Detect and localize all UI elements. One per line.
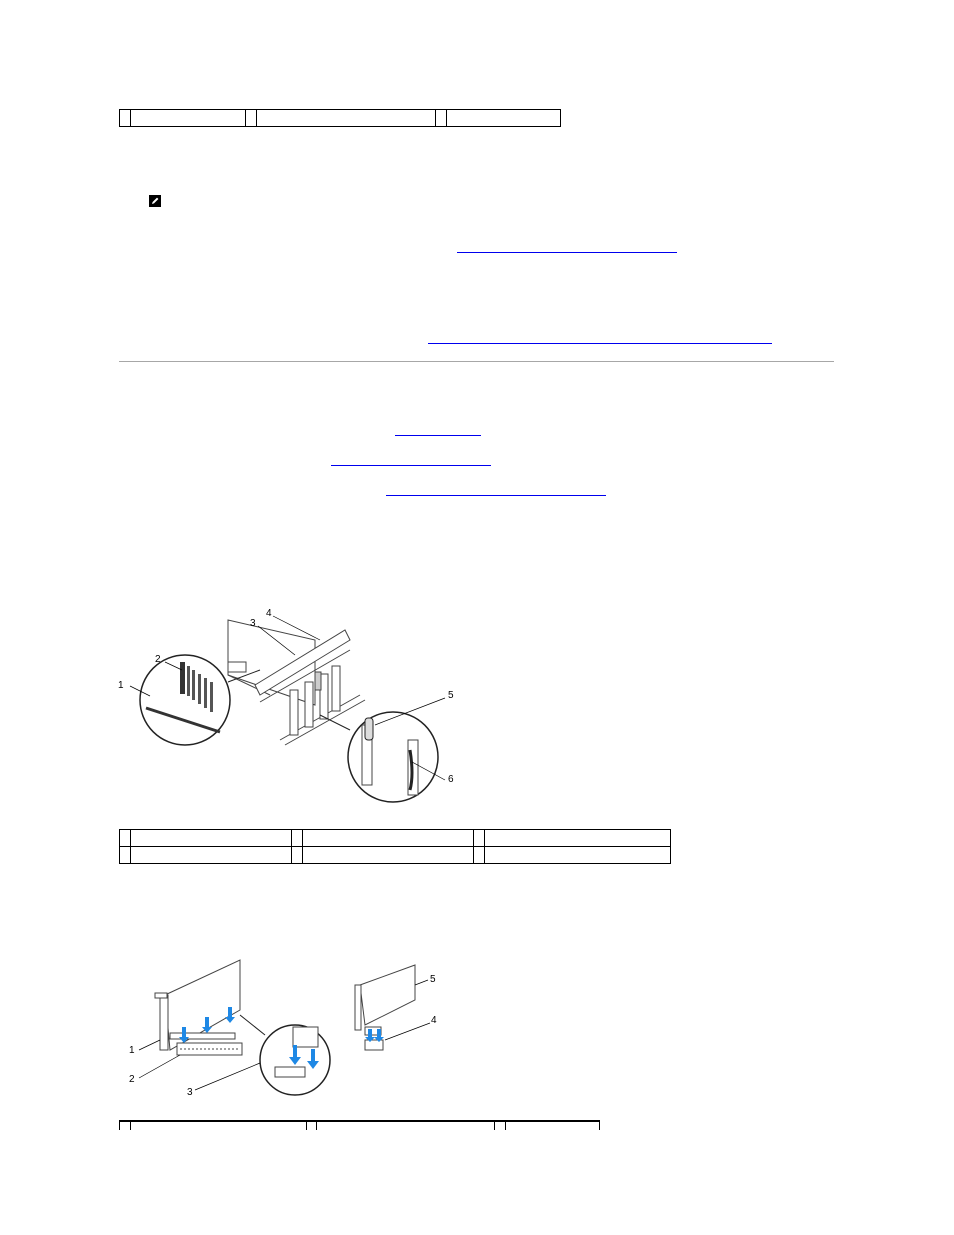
callout-2: 2 — [155, 654, 161, 665]
bottom-legend-divider — [119, 1120, 120, 1130]
callout-4: 4 — [266, 608, 272, 619]
figure1-legend-table — [119, 829, 671, 864]
callout-5: 5 — [430, 974, 436, 985]
pencil-note-icon — [149, 194, 161, 206]
bottom-legend-divider — [494, 1120, 495, 1130]
bottom-legend-divider — [130, 1120, 131, 1130]
callout-4: 4 — [431, 1015, 437, 1026]
table-row — [120, 830, 671, 847]
link-1[interactable] — [457, 252, 677, 253]
top-legend-table — [119, 109, 561, 127]
link-5[interactable] — [386, 495, 606, 496]
callout-3: 3 — [250, 618, 256, 629]
callout-1: 1 — [129, 1045, 135, 1056]
callout-6: 6 — [448, 774, 454, 785]
bottom-legend-table-edge — [119, 1120, 600, 1122]
bottom-legend-divider — [599, 1120, 600, 1130]
callout-2: 2 — [129, 1074, 135, 1085]
figure-card-retention — [110, 600, 480, 805]
table-row — [120, 110, 561, 127]
link-2[interactable] — [428, 343, 772, 344]
figure-card-installation — [125, 955, 455, 1105]
callout-3: 3 — [187, 1087, 193, 1098]
table-row — [120, 847, 671, 864]
link-4[interactable] — [331, 465, 491, 466]
callout-5: 5 — [448, 690, 454, 701]
callout-1: 1 — [118, 680, 124, 691]
bottom-legend-divider — [316, 1120, 317, 1130]
section-divider — [119, 361, 834, 362]
link-3[interactable] — [395, 435, 481, 436]
bottom-legend-divider — [306, 1120, 307, 1130]
bottom-legend-divider — [505, 1120, 506, 1130]
